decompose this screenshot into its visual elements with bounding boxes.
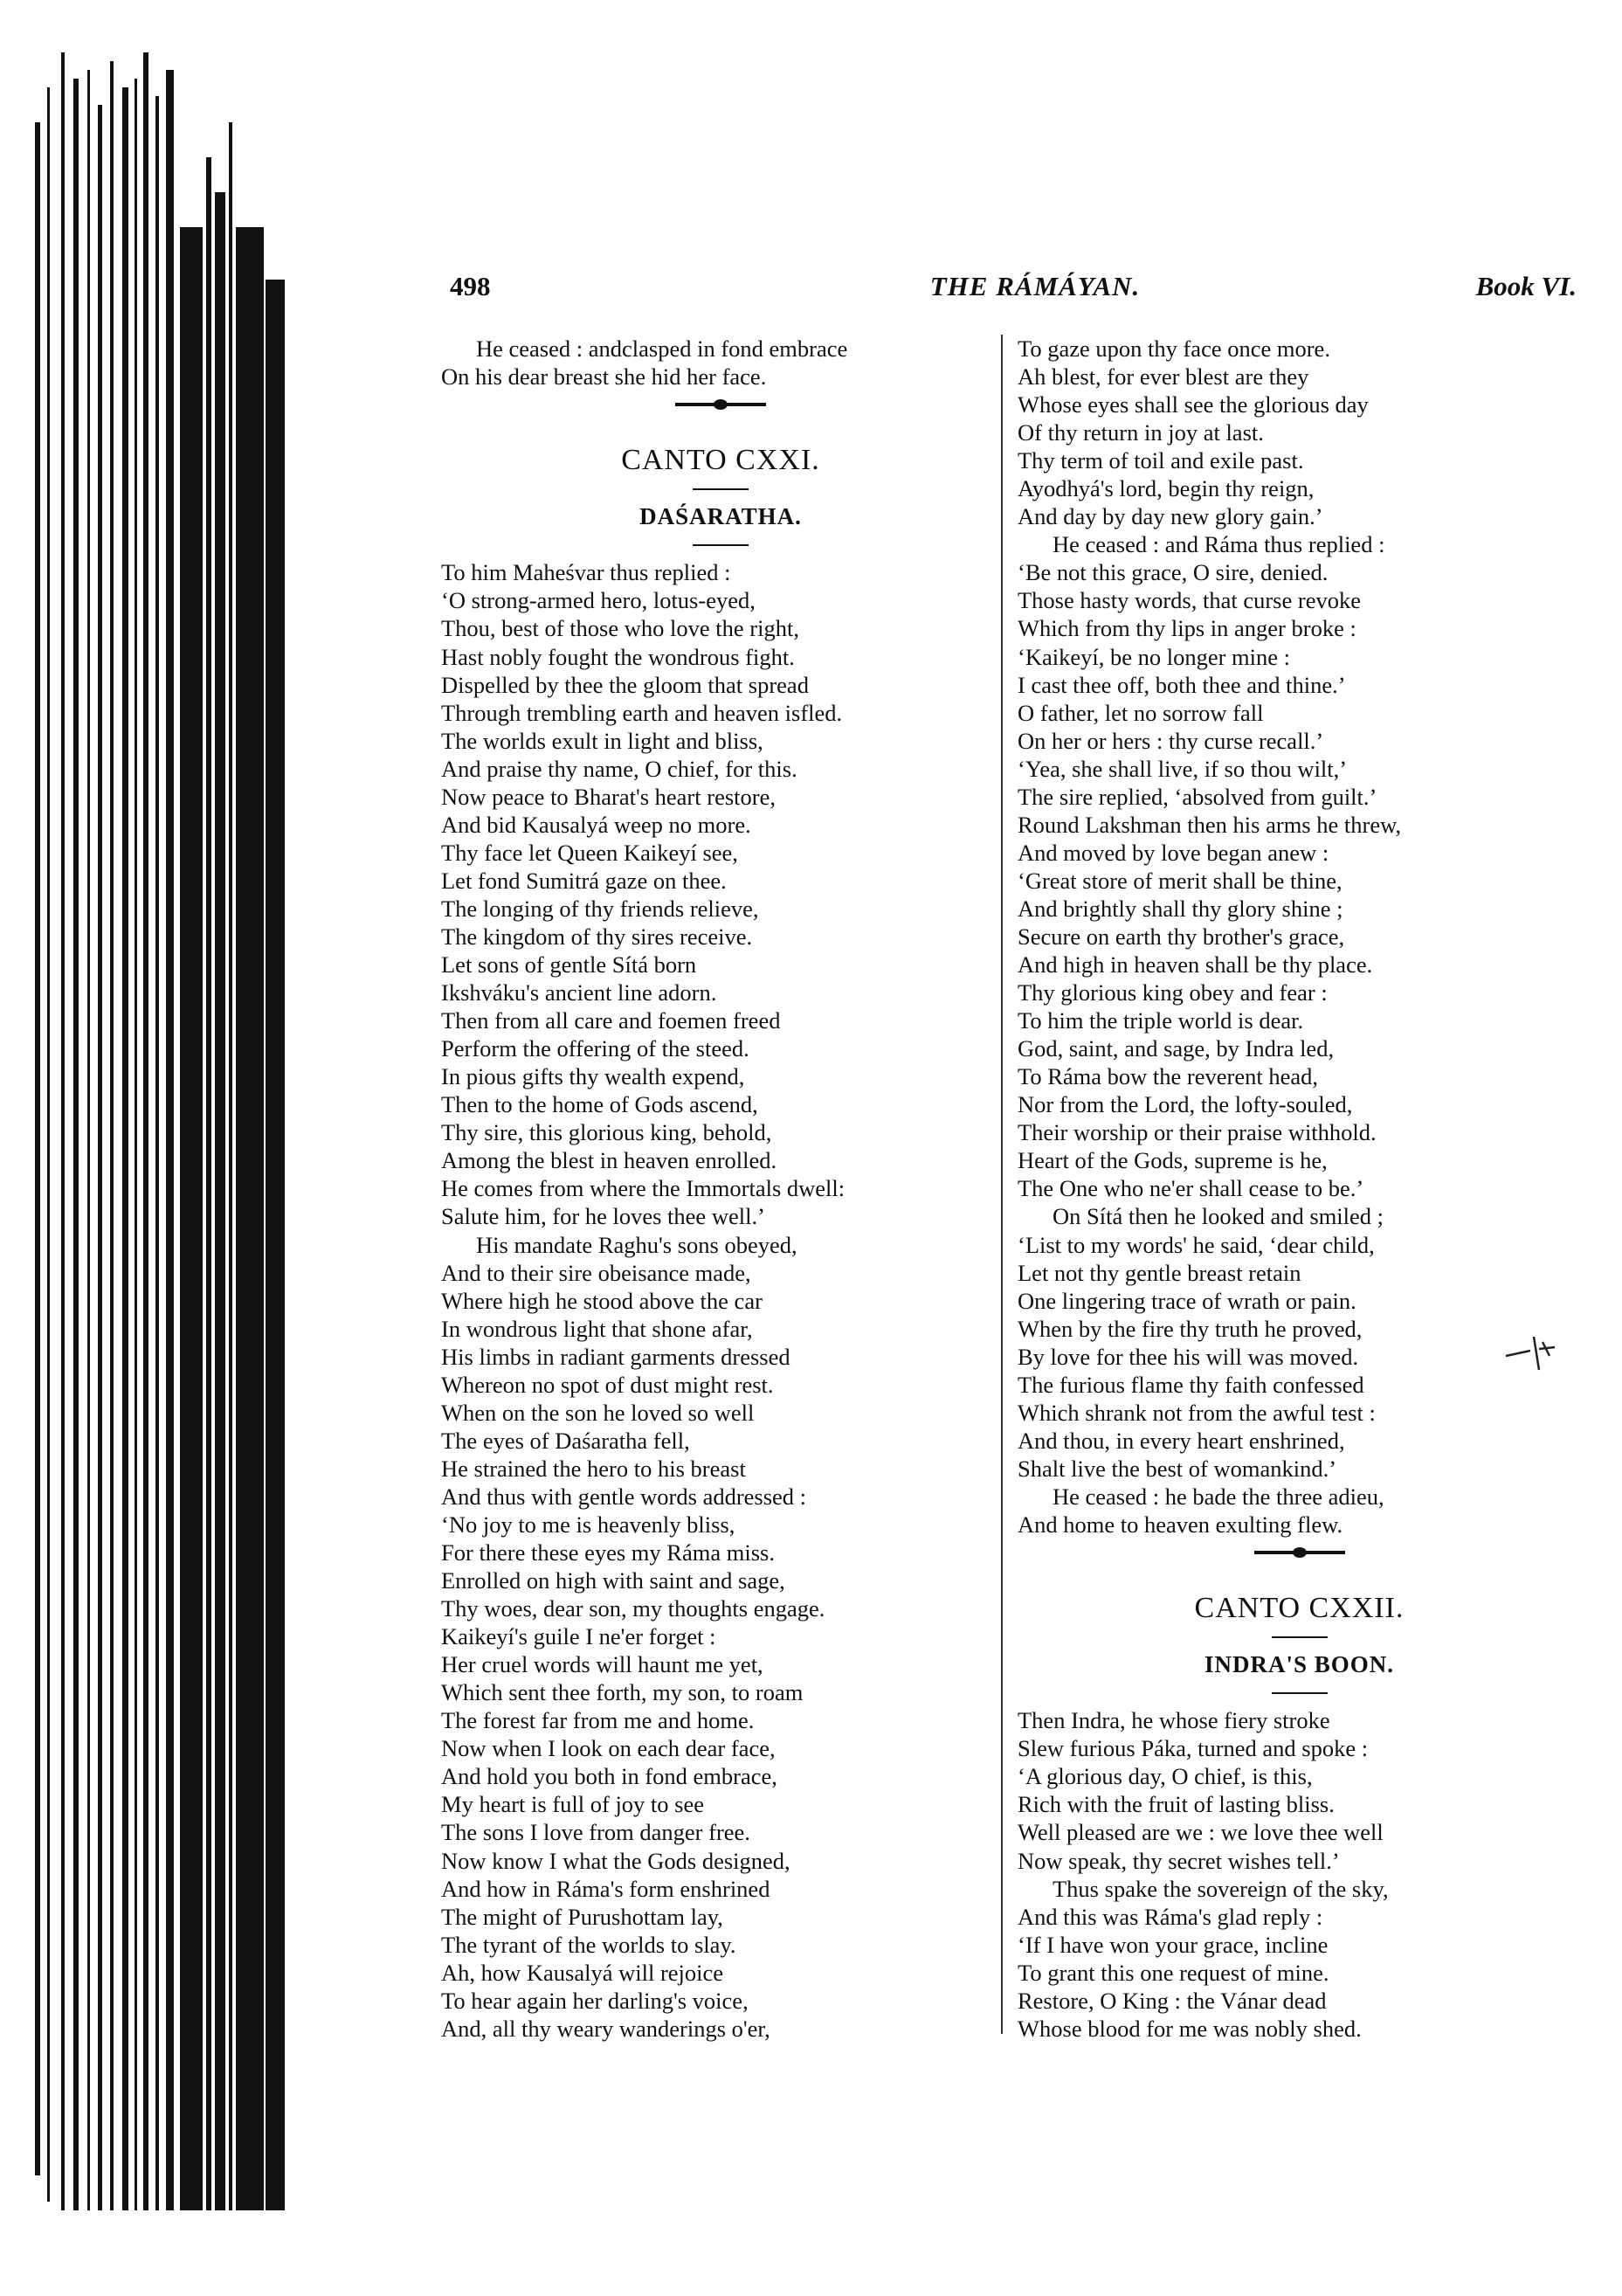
verse-line: The worlds exult in light and bliss, [441, 727, 763, 754]
verse-line: To him the triple world is dear. [1018, 1007, 1304, 1034]
verse-line: Thou, best of those who love the right, [441, 615, 799, 642]
verse-line: ‘List to my words' he said, ‘dear child, [1018, 1231, 1375, 1258]
canto-short-rule [1018, 1678, 1581, 1706]
verse-line: Dispelled by thee the gloom that spread [441, 671, 809, 698]
verse-line: Those hasty words, that curse revoke [1018, 587, 1361, 614]
verse-line: Now when I look on each dear face, [441, 1735, 776, 1762]
verse-line: ‘Yea, she shall live, if so thou wilt,’ [1018, 755, 1348, 782]
canto-title: CANTO CXXII. [1194, 1592, 1405, 1625]
verse-line: And thus with gentle words addressed : [441, 1483, 807, 1510]
verse-line: The kingdom of thy sires receive. [441, 923, 753, 950]
verse-line: The tyrant of the worlds to slay. [441, 1931, 736, 1958]
page-number: 498 [450, 271, 491, 301]
verse-line: Ayodhyá's lord, begin thy reign, [1018, 475, 1315, 502]
verse-line: Thy term of toil and exile past. [1018, 447, 1304, 474]
scanned-binding-edge [35, 52, 288, 2219]
verse-line: Their worship or their praise withhold. [1018, 1119, 1377, 1146]
canto-spacer [1018, 1566, 1581, 1594]
verse-line: And day by day new glory gain.’ [1018, 503, 1323, 530]
left-verse-lines [441, 558, 1000, 2042]
verse-line: God, saint, and sage, by Indra led, [1018, 1035, 1335, 1062]
verse-line: Round Lakshman then his arms he threw, [1018, 811, 1402, 838]
verse-line: Thy glorious king obey and fear : [1018, 979, 1328, 1006]
verse-line: To him Maheśvar thus replied : [441, 559, 731, 586]
verse-line: His limbs in radiant garments dressed [441, 1343, 790, 1370]
verse-line: Heart of the Gods, supreme is he, [1018, 1147, 1328, 1174]
verse-line: ‘No joy to me is heavenly bliss, [441, 1511, 735, 1538]
verse-line: Kaikeyí's guile I ne'er forget : [441, 1623, 716, 1650]
verse-line: Which shrank not from the awful test : [1018, 1399, 1376, 1426]
verse-line: He ceased : he bade the three adieu, [1053, 1483, 1384, 1510]
verse-line: Shalt live the best of womankind.’ [1018, 1455, 1337, 1482]
verse-line: O father, let no sorrow fall [1018, 699, 1264, 726]
verse-line: By love for thee his will was moved. [1018, 1343, 1359, 1370]
canto-short-rule [1018, 1622, 1581, 1650]
verse-line: The forest far from me and home. [441, 1707, 755, 1734]
verse-line: The sons I love from danger free. [441, 1819, 750, 1846]
canto-spacer [441, 418, 1000, 446]
verse-line: On her or hers : thy curse recall.’ [1018, 727, 1324, 754]
right-verse-lines-after [1018, 1706, 1581, 2043]
verse-line: Of thy return in joy at last. [1018, 419, 1264, 446]
verse-line: Where high he stood above the car [441, 1287, 763, 1314]
verse-line: The longing of thy friends relieve, [441, 895, 759, 922]
verse-line: He strained the hero to his breast [441, 1455, 746, 1482]
verse-line: His mandate Raghu's sons obeyed, [476, 1231, 797, 1258]
verse-line: Ikshváku's ancient line adorn. [441, 979, 717, 1006]
verse-line: The sire replied, ‘absolved from guilt.’ [1018, 783, 1377, 810]
verse-line: Then from all care and foemen freed [441, 1007, 781, 1034]
running-header [450, 271, 1577, 315]
verse-line: Ah, how Kausalyá will rejoice [441, 1959, 724, 1986]
verse-line: The One who ne'er shall cease to be.’ [1018, 1175, 1364, 1202]
verse-line: To Ráma bow the reverent head, [1018, 1063, 1318, 1090]
verse-line: Rich with the fruit of lasting bliss. [1018, 1791, 1335, 1818]
verse-line: To gaze upon thy face once more. [1018, 335, 1330, 362]
verse-line: Her cruel words will haunt me yet, [441, 1651, 763, 1678]
verse-line: When on the son he loved so well [441, 1399, 755, 1426]
verse-line: He ceased : andclasped in fond embrace [476, 335, 848, 362]
verse-line: Thy woes, dear son, my thoughts engage. [441, 1595, 825, 1622]
verse-line: He ceased : and Ráma thus replied : [1053, 531, 1385, 558]
verse-line: Now speak, thy secret wishes tell.’ [1018, 1847, 1340, 1874]
verse-line: Hast nobly fought the wondrous fight. [441, 643, 795, 670]
verse-line: He comes from where the Immortals dwell: [441, 1175, 846, 1202]
verse-line: And to their sire obeisance made, [441, 1259, 751, 1286]
verse-line: My heart is full of joy to see [441, 1791, 705, 1818]
verse-line: Slew furious Páka, turned and spoke : [1018, 1735, 1369, 1762]
left-column [441, 335, 1000, 2043]
verse-line: Thus spake the sovereign of the sky, [1053, 1875, 1389, 1902]
canto-short-rule [441, 474, 1000, 502]
verse-line: To hear again her darling's voice, [441, 1987, 749, 2014]
verse-line: Perform the offering of the steed. [441, 1035, 749, 1062]
verse-line: And how in Ráma's form enshrined [441, 1875, 770, 1902]
verse-line: On Sítá then he looked and smiled ; [1053, 1203, 1384, 1230]
verse-line: And, all thy weary wanderings o'er, [441, 2015, 770, 2042]
verse-line: Thy face let Queen Kaikeyí see, [441, 839, 738, 866]
verse-line: And moved by love began anew : [1018, 839, 1329, 866]
verse-line: The eyes of Daśaratha fell, [441, 1427, 690, 1454]
verse-line: ‘If I have won your grace, incline [1018, 1931, 1329, 1958]
running-title: THE RÁMÁYAN. [929, 271, 1141, 301]
verse-line: Well pleased are we : we love thee well [1018, 1819, 1384, 1846]
verse-line: Salute him, for he loves thee well.’ [441, 1203, 765, 1230]
verse-line: And hold you both in fond embrace, [441, 1763, 777, 1790]
verse-line: Ah blest, for ever blest are they [1018, 363, 1309, 391]
verse-line: The might of Purushottam lay, [441, 1903, 723, 1930]
verse-line: Let not thy gentle breast retain [1018, 1259, 1301, 1286]
verse-line: On his dear breast she hid her face. [441, 363, 767, 391]
verse-line: And thou, in every heart enshrined, [1018, 1427, 1345, 1454]
verse-line: Enrolled on high with saint and sage, [441, 1567, 785, 1594]
verse-line: Whereon no spot of dust might rest. [441, 1371, 774, 1398]
canto-ornament-rule [1018, 1539, 1581, 1566]
verse-line: And home to heaven exulting flew. [1018, 1511, 1343, 1538]
verse-line: Restore, O King : the Vánar dead [1018, 1987, 1327, 2014]
verse-line: In pious gifts thy wealth expend, [441, 1063, 745, 1090]
margin-pencil-mark [1504, 1330, 1556, 1373]
verse-line: For there these eyes my Ráma miss. [441, 1539, 775, 1566]
verse-line: ‘O strong-armed hero, lotus-eyed, [441, 587, 756, 614]
verse-line: ‘Great store of merit shall be thine, [1018, 867, 1342, 894]
verse-line: Secure on earth thy brother's grace, [1018, 923, 1345, 950]
verse-line: Nor from the Lord, the lofty-souled, [1018, 1091, 1353, 1118]
book-label: Book VI. [1475, 271, 1577, 301]
verse-line: Let sons of gentle Sítá born [441, 951, 697, 979]
verse-line: Now peace to Bharat's heart restore, [441, 783, 776, 810]
right-column [1018, 335, 1581, 2043]
verse-line: Through trembling earth and heaven isfled. [441, 699, 843, 726]
verse-line: Whose blood for me was nobly shed. [1018, 2015, 1362, 2042]
verse-line: I cast thee off, both thee and thine.’ [1018, 671, 1346, 698]
verse-line: Which from thy lips in anger broke : [1018, 615, 1356, 642]
verse-line: The furious flame thy faith confessed [1018, 1371, 1364, 1398]
verse-line: ‘Be not this grace, O sire, denied. [1018, 559, 1329, 586]
verse-line: In wondrous light that shone afar, [441, 1315, 753, 1342]
verse-line: To grant this one request of mine. [1018, 1959, 1329, 1986]
verse-line: Then to the home of Gods ascend, [441, 1091, 758, 1118]
verse-line: And praise thy name, O chief, for this. [441, 755, 797, 782]
verse-line: Thy sire, this glorious king, behold, [441, 1119, 772, 1146]
verse-line: And bid Kausalyá weep no more. [441, 811, 751, 838]
verse-line: Among the blest in heaven enrolled. [441, 1147, 777, 1174]
verse-line: Which sent thee forth, my son, to roam [441, 1679, 804, 1706]
verse-line: Let fond Sumitrá gaze on thee. [441, 867, 727, 894]
verse-line: Then Indra, he whose fiery stroke [1018, 1707, 1330, 1734]
canto-subtitle: DAŚARATHA. [639, 503, 802, 530]
left-opening-lines [441, 335, 1000, 391]
verse-line: Now know I what the Gods designed, [441, 1847, 790, 1874]
verse-line: And this was Ráma's glad reply : [1018, 1903, 1323, 1930]
verse-line: And high in heaven shall be thy place. [1018, 951, 1373, 979]
canto-title: CANTO CXXI. [621, 444, 820, 477]
canto-short-rule [441, 530, 1000, 558]
canto-ornament-rule [441, 391, 1000, 418]
verse-line: And brightly shall thy glory shine ; [1018, 895, 1343, 922]
right-verse-lines-before [1018, 335, 1581, 1539]
column-divider [1001, 335, 1003, 2034]
verse-line: Whose eyes shall see the glorious day [1018, 391, 1369, 418]
canto-subtitle: INDRA'S BOON. [1204, 1651, 1395, 1678]
verse-line: One lingering trace of wrath or pain. [1018, 1287, 1356, 1314]
verse-line: When by the fire thy truth he proved, [1018, 1315, 1363, 1342]
verse-line: ‘Kaikeyí, be no longer mine : [1018, 643, 1291, 670]
verse-line: ‘A glorious day, O chief, is this, [1018, 1763, 1313, 1790]
